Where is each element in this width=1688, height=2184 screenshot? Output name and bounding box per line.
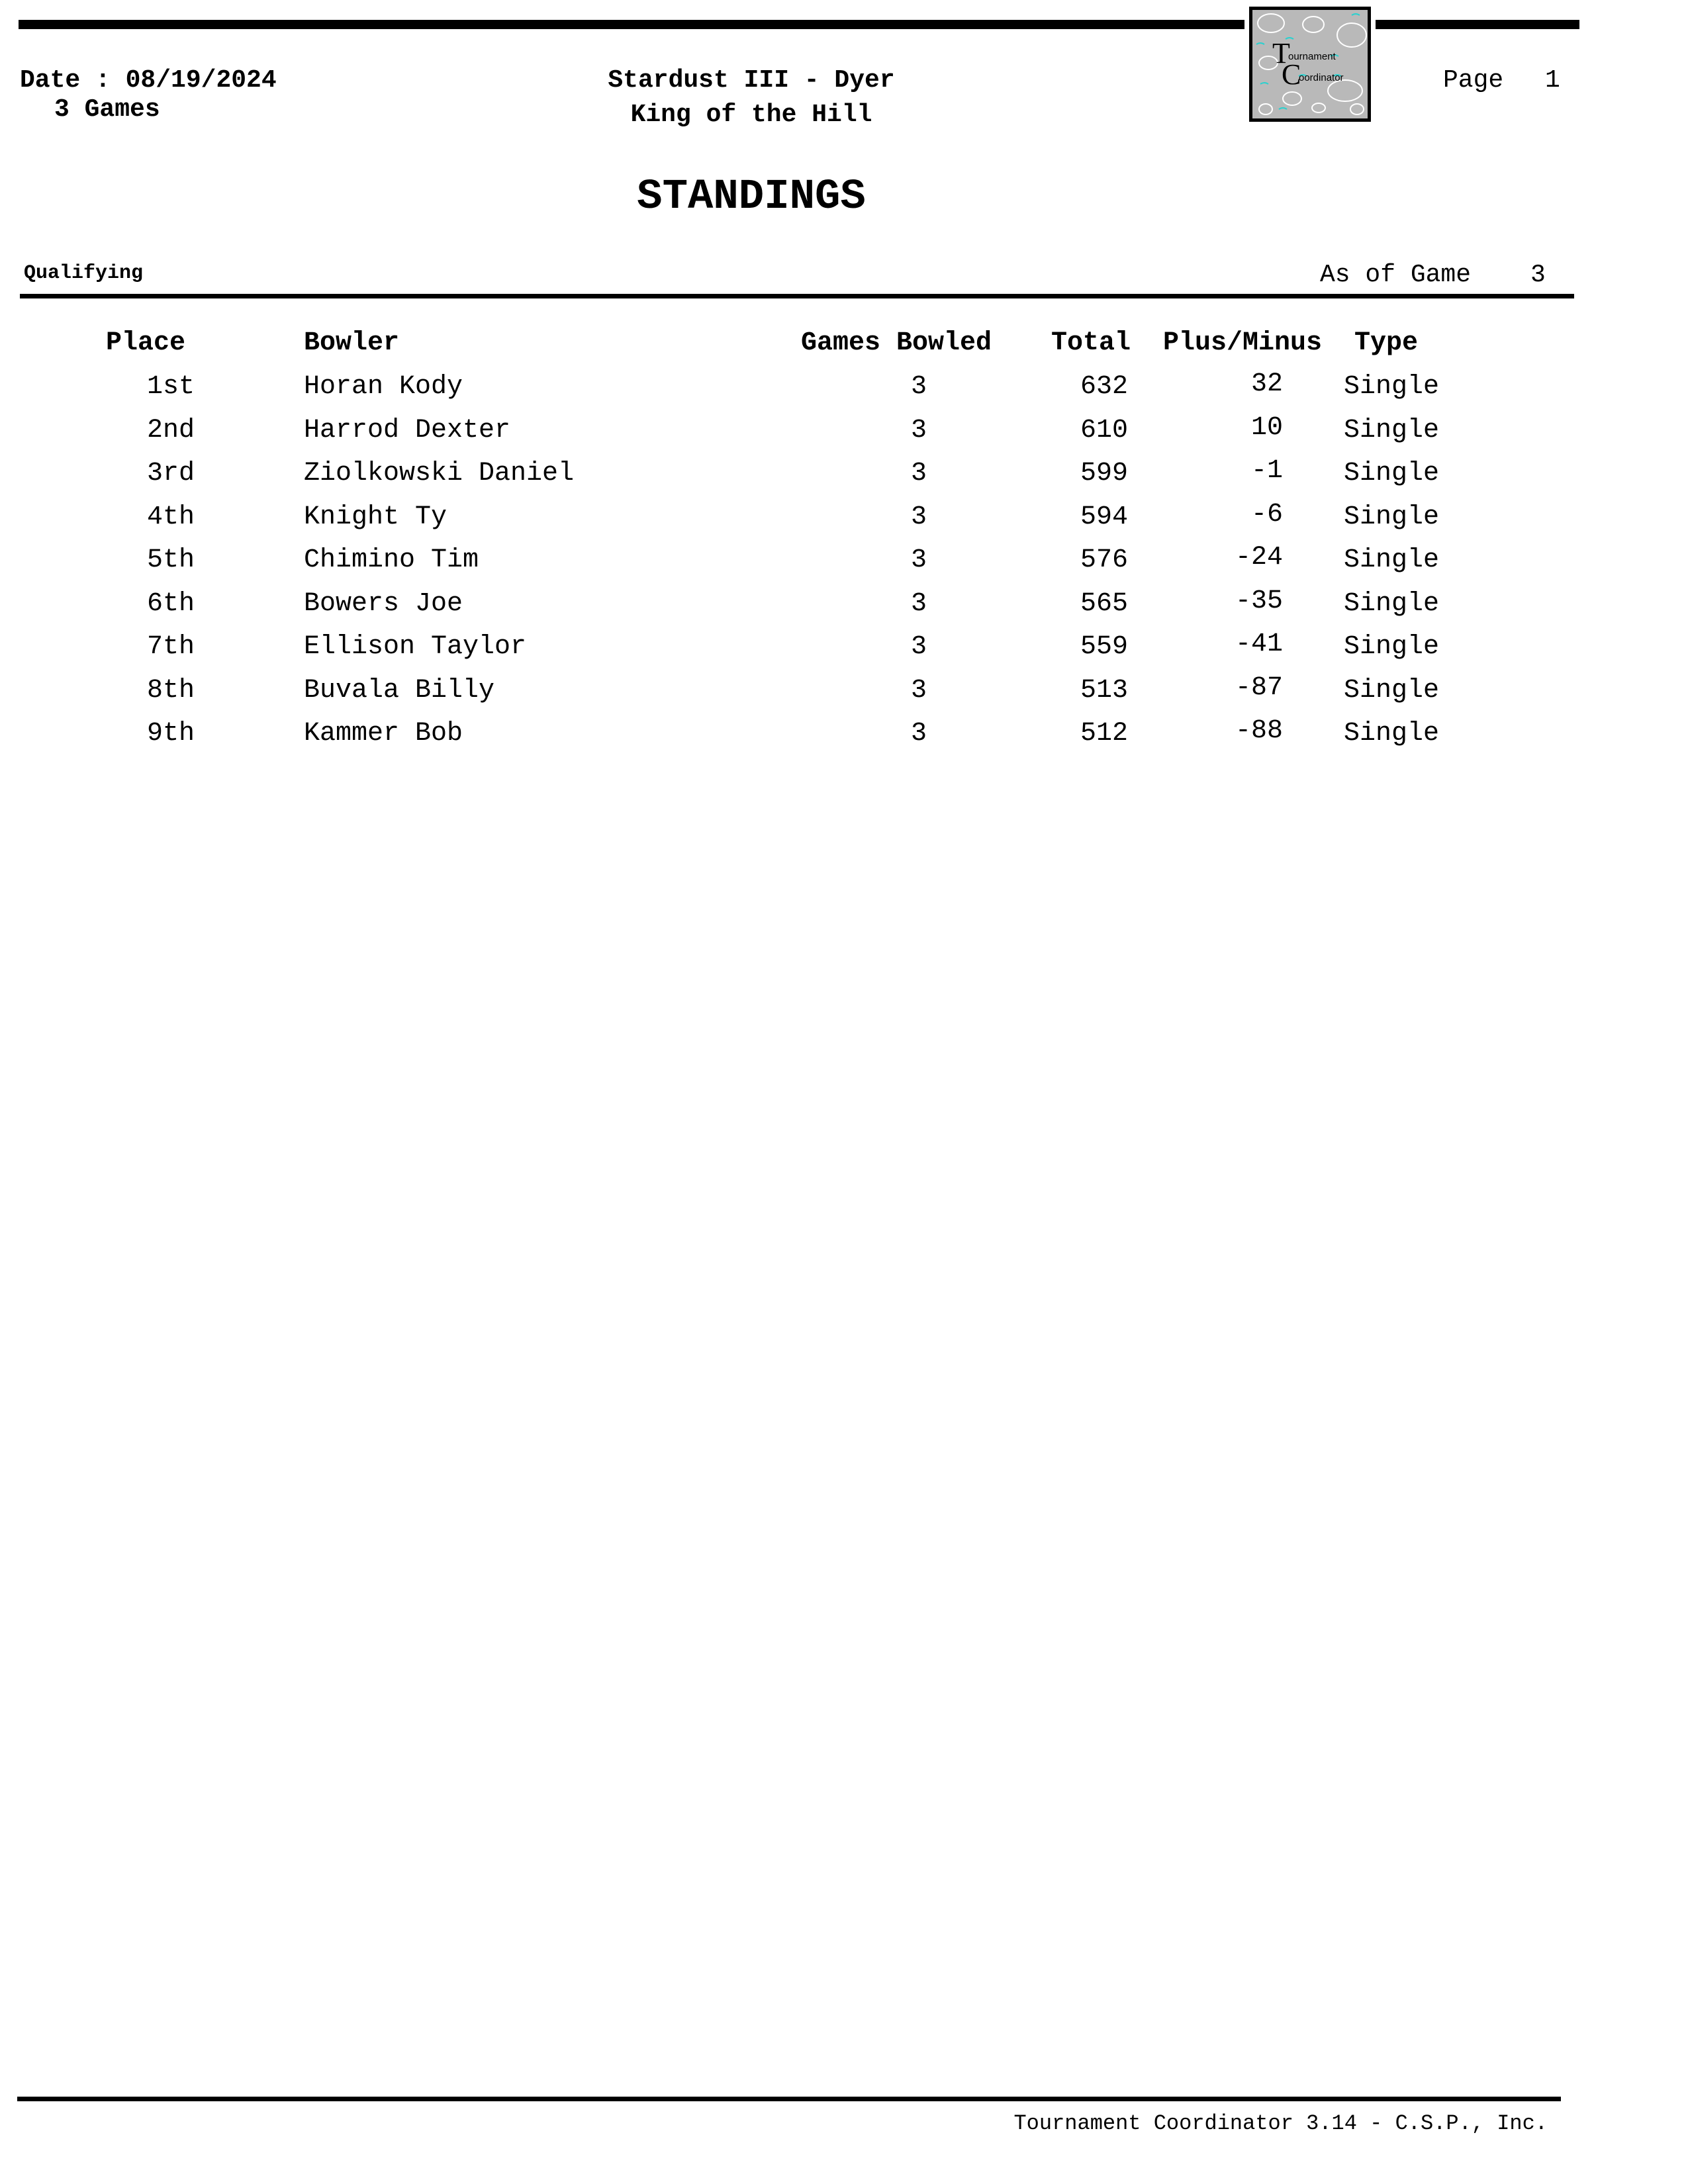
cell-games-bowled: 3: [910, 372, 927, 402]
cell-games-bowled: 3: [910, 719, 927, 749]
cell-place: 6th: [146, 589, 195, 619]
cell-type: Single: [1344, 676, 1440, 705]
cell-total: 599: [1080, 459, 1128, 488]
cell-plus-minus: -35: [1235, 586, 1283, 616]
cell-plus-minus: -88: [1235, 716, 1283, 746]
top-rule-left: [19, 20, 1244, 29]
cell-total: 632: [1080, 372, 1128, 402]
cell-games-bowled: 3: [910, 459, 927, 488]
cell-place: 4th: [146, 502, 195, 532]
cell-plus-minus: -1: [1250, 456, 1283, 486]
logo-line-2: oordinator: [1299, 72, 1344, 83]
cell-bowler: Ziolkowski Daniel: [304, 459, 575, 488]
cell-plus-minus: -6: [1250, 500, 1283, 529]
column-header-type: Type: [1354, 328, 1419, 358]
column-header-place: Place: [106, 328, 186, 358]
cell-games-bowled: 3: [910, 589, 927, 619]
cell-games-bowled: 3: [910, 545, 927, 575]
cell-total: 594: [1080, 502, 1128, 532]
as-of-game-number: 3: [1530, 261, 1546, 289]
cell-place: 9th: [146, 719, 195, 749]
cell-type: Single: [1344, 719, 1440, 749]
footer-rule: [17, 2097, 1561, 2101]
report-title: STANDINGS: [637, 173, 866, 221]
games-count: 3 Games: [54, 95, 160, 124]
cell-place: 5th: [146, 545, 195, 575]
page-number: 1: [1545, 66, 1560, 95]
cell-games-bowled: 3: [910, 416, 927, 445]
cell-total: 576: [1080, 545, 1128, 575]
cell-bowler: Bowers Joe: [304, 589, 463, 619]
cell-type: Single: [1344, 459, 1440, 488]
footer-text: Tournament Coordinator 3.14 - C.S.P., Inc.: [1013, 2111, 1548, 2136]
page-label: Page: [1443, 66, 1504, 95]
cell-games-bowled: 3: [910, 502, 927, 532]
cell-type: Single: [1344, 502, 1440, 532]
cell-place: 1st: [146, 372, 195, 402]
cell-type: Single: [1344, 632, 1440, 662]
column-header-games-bowled: Games Bowled: [801, 328, 992, 358]
cell-total: 559: [1080, 632, 1128, 662]
logo-letter-c: C: [1282, 58, 1301, 91]
cell-plus-minus: -87: [1235, 673, 1283, 703]
cell-type: Single: [1344, 372, 1440, 402]
cell-place: 2nd: [146, 416, 195, 445]
report-date: Date : 08/19/2024: [20, 66, 277, 95]
event-name: King of the Hill: [630, 101, 872, 129]
as-of-game-label: As of Game: [1320, 261, 1472, 289]
cell-total: 565: [1080, 589, 1128, 619]
cell-plus-minus: -41: [1235, 629, 1283, 659]
cell-bowler: Chimino Tim: [304, 545, 479, 575]
column-header-total: Total: [1051, 328, 1131, 358]
column-header-plus-minus: Plus/Minus: [1163, 328, 1323, 358]
cell-plus-minus: 10: [1250, 413, 1283, 443]
cell-total: 513: [1080, 676, 1128, 705]
cell-total: 610: [1080, 416, 1128, 445]
top-rule-right: [1376, 20, 1579, 29]
center-name: Stardust III - Dyer: [608, 66, 895, 95]
cell-bowler: Kammer Bob: [304, 719, 463, 749]
cell-plus-minus: 32: [1250, 369, 1283, 399]
cell-bowler: Knight Ty: [304, 502, 447, 532]
logo-line-1: ournament: [1288, 51, 1336, 62]
cell-games-bowled: 3: [910, 632, 927, 662]
cell-bowler: Buvala Billy: [304, 676, 495, 705]
cell-plus-minus: -24: [1235, 543, 1283, 572]
cell-type: Single: [1344, 589, 1440, 619]
cell-place: 8th: [146, 676, 195, 705]
cell-place: 3rd: [146, 459, 195, 488]
cell-games-bowled: 3: [910, 676, 927, 705]
section-label: Qualifying: [24, 262, 144, 285]
logo-letter-t: T: [1272, 37, 1290, 69]
cell-bowler: Horan Kody: [304, 372, 463, 402]
cell-bowler: Ellison Taylor: [304, 632, 527, 662]
cell-bowler: Harrod Dexter: [304, 416, 511, 445]
header-divider: [20, 294, 1574, 298]
column-header-bowler: Bowler: [304, 328, 400, 358]
cell-place: 7th: [146, 632, 195, 662]
cell-total: 512: [1080, 719, 1128, 749]
cell-type: Single: [1344, 416, 1440, 445]
cell-type: Single: [1344, 545, 1440, 575]
